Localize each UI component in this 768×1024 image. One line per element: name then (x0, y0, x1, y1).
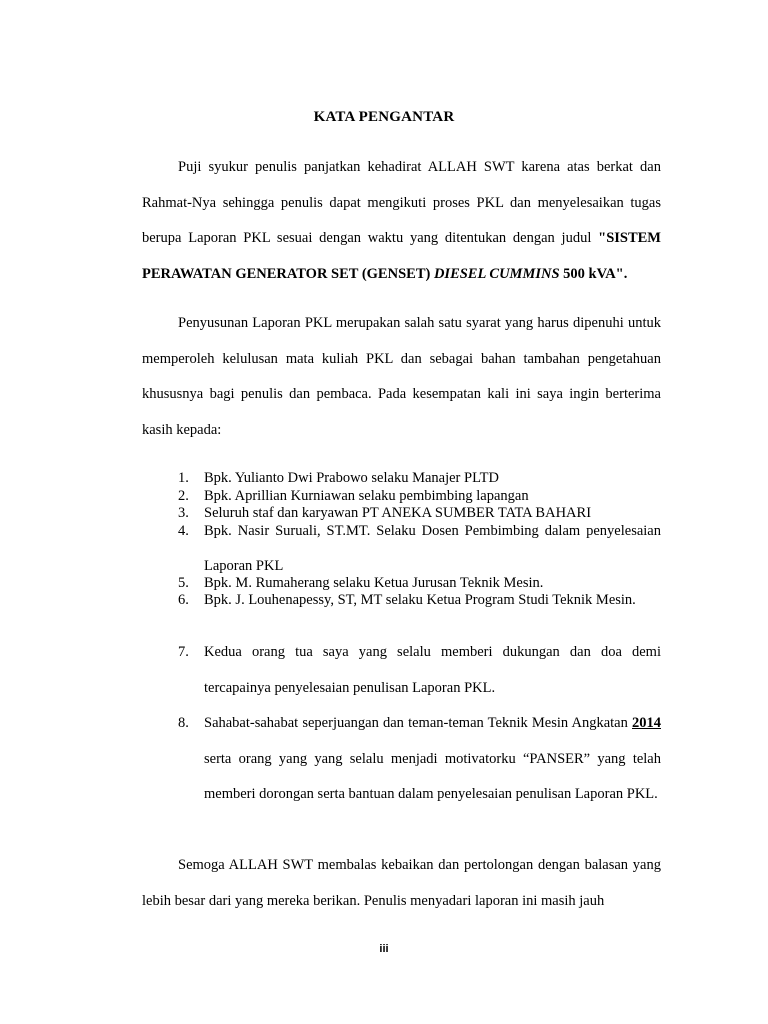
list-item-text: Seluruh staf dan karyawan PT ANEKA SUMBER TATA BAHARI (204, 505, 592, 522)
list-item-text: Bpk. Nasir Suruali, ST.MT. Selaku Dosen Pembimbing dalam penyelesaian Laporan PKL (204, 522, 661, 574)
list-item (142, 575, 661, 593)
acknowledgement-list-continued (142, 635, 661, 813)
class-year: 2014 (632, 715, 661, 731)
report-title-italic: DIESEL CUMMINS (433, 265, 560, 282)
list-item-text-start: Sahabat-sahabat seperjuangan dan teman-teman Teknik Mesin Angkatan (204, 715, 632, 731)
acknowledgement-list (142, 470, 661, 610)
list-item (142, 523, 661, 575)
list-item-text: Bpk. Yulianto Dwi Prabowo selaku Manajer PLTD (204, 470, 499, 486)
list-item-number: 5. (178, 574, 189, 591)
list-item-text-end: serta orang yang yang selalu menjadi motivatorku “PANSER” yang telah memberi dorongan serta bantuan dalam penyelesaian penulisan Laporan PKL. (204, 750, 661, 802)
list-item-text: Bpk. J. Louhenapessy, ST, MT selaku Ketua Program Studi Teknik Mesin. (204, 592, 636, 609)
list-item-number: 3. (178, 505, 189, 522)
list-item (142, 592, 661, 610)
list-item (142, 470, 661, 488)
list-item (142, 635, 661, 706)
list-item-text: Bpk. Aprillian Kurniawan selaku pembimbing lapangan (204, 487, 529, 504)
report-title-start: "SISTEM PERAWATAN GENERATOR SET (GENSET) (142, 230, 661, 282)
intro-text: Puji syukur penulis panjatkan kehadirat ALLAH SWT karena atas berkat dan Rahmat-Nya sehingga penulis dapat mengikuti proses PKL dan menyelesaikan tugas berupa Laporan PKL sesuai dengan waktu yang ditentukan dengan judul (142, 159, 661, 246)
intro-paragraph (142, 150, 661, 292)
list-item-number: 1. (178, 470, 189, 486)
list-item-text: Kedua orang tua saya yang selalu memberi dukungan dan doa demi tercapainya penyelesaian penulisan Laporan PKL. (204, 644, 661, 696)
list-item-number: 4. (178, 522, 189, 539)
report-title-end: 500 kVA". (559, 265, 628, 282)
list-item (142, 706, 661, 813)
list-item-number: 8. (178, 715, 189, 731)
list-item-number: 2. (178, 487, 189, 504)
closing-paragraph: Semoga ALLAH SWT membalas kebaikan dan pertolongan dengan balasan yang lebih besar dari yang mereka berikan. Penulis menyadari laporan ini masih jauh (142, 857, 661, 909)
page-number: iii (379, 943, 389, 955)
thanks-paragraph: Penyusunan Laporan PKL merupakan salah satu syarat yang harus dipenuhi untuk memperoleh kelulusan mata kuliah PKL dan sebagai bahan tambahan pengetahuan khususnya bagi penulis dan pembaca. Pada kesempatan kali ini saya ingin berterima kasih kepada: (142, 315, 661, 438)
list-item-text: Bpk. M. Rumaherang selaku Ketua Jurusan Teknik Mesin. (204, 574, 544, 591)
list-item (142, 488, 661, 506)
list-item-number: 7. (178, 644, 189, 660)
list-item-number: 6. (178, 592, 189, 609)
list-item-text (204, 706, 661, 813)
page-title: KATA PENGANTAR (313, 109, 455, 125)
